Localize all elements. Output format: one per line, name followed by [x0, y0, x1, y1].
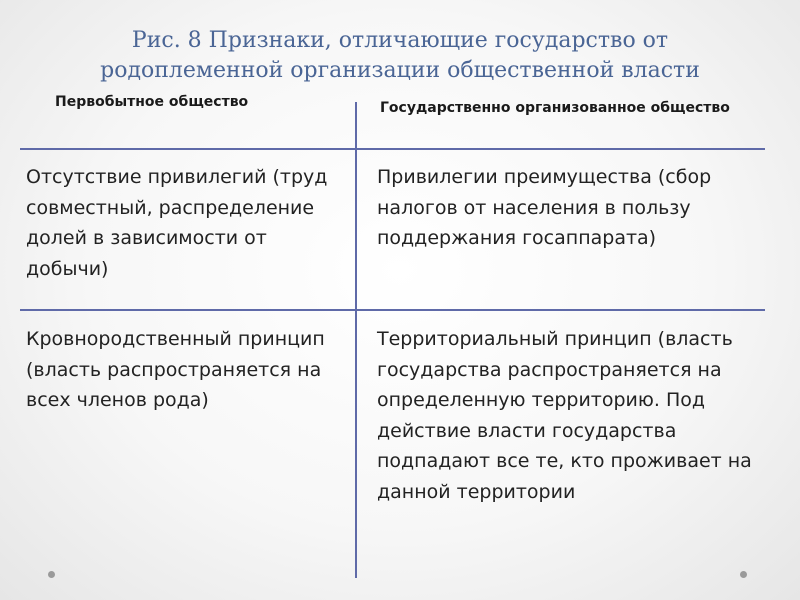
column-header-state-society: Государственно организованное общество: [380, 100, 730, 116]
slide-title-line-2: родоплеменной организации общественной власти: [100, 58, 700, 83]
header-divider: [20, 148, 765, 150]
row-2-right-cell: Территориальный принцип (власть государства распространяется на определенную территорию. Под действие власти государства подпадают все те, кто проживает на данной территории: [377, 328, 752, 503]
row-divider: [20, 309, 765, 311]
corner-dot-left: [48, 571, 55, 578]
slide-title: [0, 26, 800, 86]
slide-title-line-1: Рис. 8 Признаки, отличающие государство от: [131, 28, 669, 53]
row-2-left-cell: Кровнородственный принцип (власть распространяется на всех членов рода): [26, 328, 325, 411]
column-header-primitive-society: Первобытное общество: [55, 94, 249, 110]
row-1-right-cell: Привилегии преимущества (сбор налогов от населения в пользу поддержания госаппарата): [377, 166, 712, 249]
row-1-left-cell: Отсутствие привилегий (труд совместный, распределение долей в зависимости от добычи): [26, 166, 328, 280]
corner-dot-right: [740, 571, 747, 578]
